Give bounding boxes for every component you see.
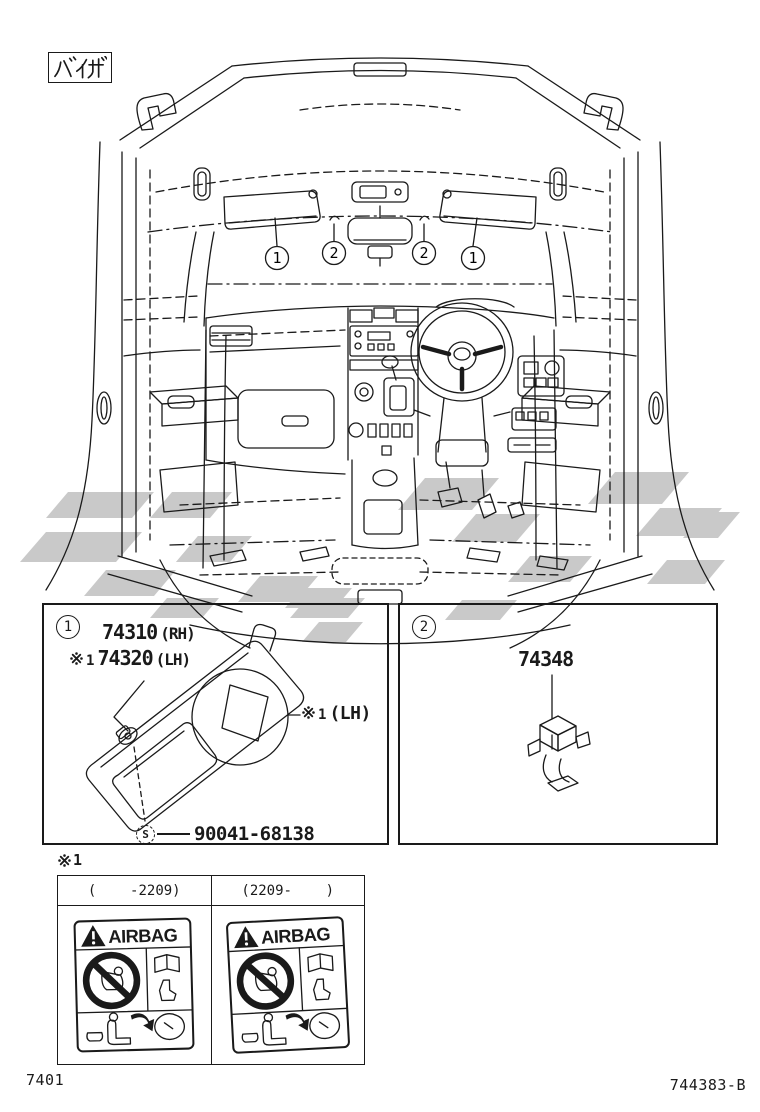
reference-number: 1 <box>73 851 83 869</box>
reference-mark-icon <box>58 854 71 867</box>
callout-1-left <box>266 247 289 270</box>
part-number: 74320 <box>97 646 153 670</box>
detail-box-2 <box>398 603 718 845</box>
visor-label-katakana-icon <box>53 56 107 80</box>
callout-2-right <box>413 242 436 265</box>
steering-wheel <box>411 303 524 518</box>
part-number: 74348 <box>518 647 574 671</box>
ref-table-label <box>58 851 82 869</box>
application-date-table <box>57 875 365 1065</box>
callout-number: 2 <box>329 244 339 262</box>
diagram-callouts <box>266 216 485 269</box>
callout-number: 2 <box>419 244 429 262</box>
reference-number: 1 <box>318 707 327 723</box>
part-number: 90041-68138 <box>194 823 315 845</box>
callout-number: 2 <box>419 619 429 635</box>
airbag-text: AIRBAG <box>260 923 331 948</box>
part-side: (RH) <box>160 624 195 643</box>
callout-number: 1 <box>272 249 282 267</box>
section-label-box <box>48 52 112 83</box>
callout-number: 1 <box>468 249 478 267</box>
callout-2-left <box>323 242 346 265</box>
date-range-early: ( -2209) <box>58 876 212 905</box>
rearview-mirror <box>348 206 412 266</box>
part-side: (LH) <box>155 650 191 669</box>
lh-note <box>302 703 371 724</box>
reference-number: 1 <box>86 653 95 669</box>
visor-part-drawing <box>44 605 387 843</box>
airbag-label-late-cell <box>212 906 365 1064</box>
side-note: (LH) <box>329 703 371 724</box>
detail-box-1 <box>42 603 389 845</box>
callout-1-right <box>462 247 485 270</box>
leader-line <box>157 833 190 835</box>
part-number: 74310 <box>102 620 158 644</box>
airbag-caution-label <box>73 916 196 1053</box>
standard-part-mark <box>136 825 155 844</box>
table-body-row <box>58 906 364 1064</box>
drawing-number: 744383-B <box>669 1076 746 1094</box>
reference-mark-icon <box>302 706 315 719</box>
date-range-late: (2209- ) <box>241 882 335 899</box>
dashboard <box>206 284 564 474</box>
callout-number: 1 <box>63 619 73 635</box>
standard-part-letter: S <box>142 828 149 841</box>
holder-part-drawing <box>400 605 716 843</box>
airbag-label-early-cell <box>58 906 212 1064</box>
screw-part-number <box>194 823 314 845</box>
page-code: 7401 <box>26 1071 65 1089</box>
table-header-row <box>58 876 364 906</box>
airbag-text: AIRBAG <box>108 924 178 948</box>
airbag-caution-label <box>224 915 351 1055</box>
